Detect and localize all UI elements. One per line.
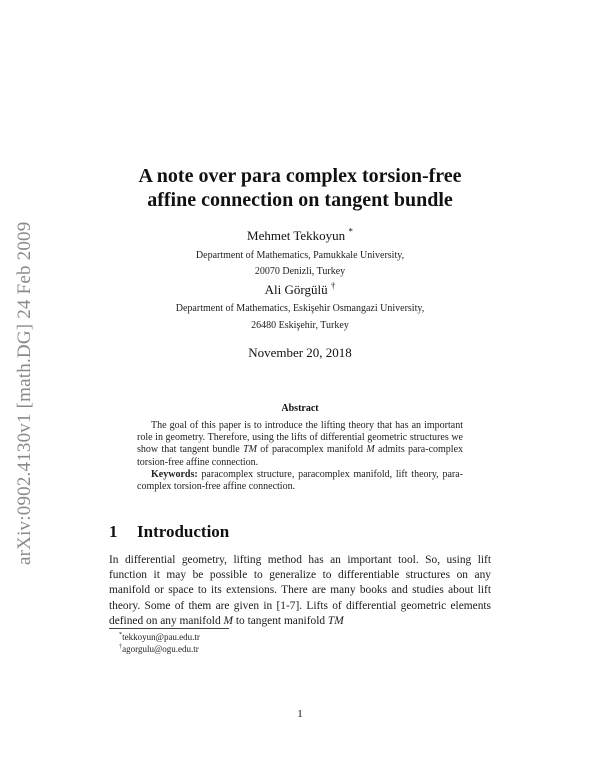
- section-heading-introduction: [109, 522, 229, 542]
- introduction-paragraph: [109, 553, 491, 629]
- footnotes: [109, 631, 200, 655]
- abstract-math-tm: TM: [243, 444, 257, 456]
- footnote-1-email[interactable]: tekkoyun@pau.edu.tr: [122, 632, 200, 642]
- abstract-text-1: The goal of this paper is to introduce the lifting theory that has an important role in geometry. Therefore, using the lifts of differential geometric structures we show that tangent bundle: [137, 420, 463, 456]
- section-title: Introduction: [137, 522, 230, 541]
- author-2-name: Ali Görgülü: [264, 282, 328, 297]
- abstract-paragraph: [137, 420, 463, 469]
- keywords-label: Keywords:: [151, 468, 198, 480]
- author-2-department: Department of Mathematics, Eskişehir Osmangazi University,: [175, 303, 425, 314]
- intro-text-2: to tangent manifold: [233, 614, 328, 627]
- paper-date: November 20, 2018: [248, 345, 352, 360]
- author-2-address: 26480 Eskişehir, Turkey: [251, 320, 349, 331]
- title-line-2: affine connection on tangent bundle: [147, 189, 453, 211]
- arxiv-identifier: arXiv:0902.4130v1 [math.DG] 24 Feb 2009: [14, 221, 35, 565]
- abstract-heading: Abstract: [281, 403, 319, 414]
- abstract-text-2: of paracomplex manifold: [256, 444, 367, 456]
- title-line-1: A note over para complex torsion-free: [138, 165, 462, 187]
- page-number: 1: [297, 708, 303, 720]
- abstract-math-m: M: [366, 444, 375, 456]
- footnote-1-mark: *: [119, 631, 123, 638]
- author-1: [100, 228, 500, 244]
- intro-math-m: M: [223, 614, 234, 627]
- footnote-2-email[interactable]: agorgulu@ogu.edu.tr: [122, 644, 199, 654]
- author-2: [100, 282, 500, 298]
- author-1-department: Department of Mathematics, Pamukkale University,: [195, 250, 405, 261]
- intro-math-tm: TM: [327, 614, 344, 627]
- intro-text-1: In differential geometry, lifting method has an important tool. So, using lift function it may be possible to generalize to differentiable structures on any manifold or space to its extensions. There are many books and studies about lift theory. Some of them are given in [1-7]. Lifts of differential geometric elements defined on any manifold: [109, 554, 491, 627]
- paper-title: [100, 164, 500, 212]
- author-1-mark: *: [348, 226, 353, 237]
- author-1-address: 20070 Denizli, Turkey: [254, 266, 346, 277]
- footnote-2-mark: †: [119, 643, 123, 650]
- footnote-2: [119, 643, 200, 655]
- abstract-text-3: admits para-complex torsion-free affine connection.: [137, 444, 464, 468]
- author-2-mark: †: [330, 280, 336, 291]
- abstract-body: [137, 420, 463, 493]
- keywords-text: paracomplex structure, paracomplex manifold, lift theory, para-complex torsion-free affine connection.: [137, 468, 463, 493]
- author-1-name: Mehmet Tekkoyun: [247, 228, 346, 243]
- footnote-rule: [109, 628, 229, 629]
- section-number: 1: [109, 522, 118, 541]
- keywords-paragraph: [137, 469, 463, 493]
- footnote-1: [119, 631, 200, 643]
